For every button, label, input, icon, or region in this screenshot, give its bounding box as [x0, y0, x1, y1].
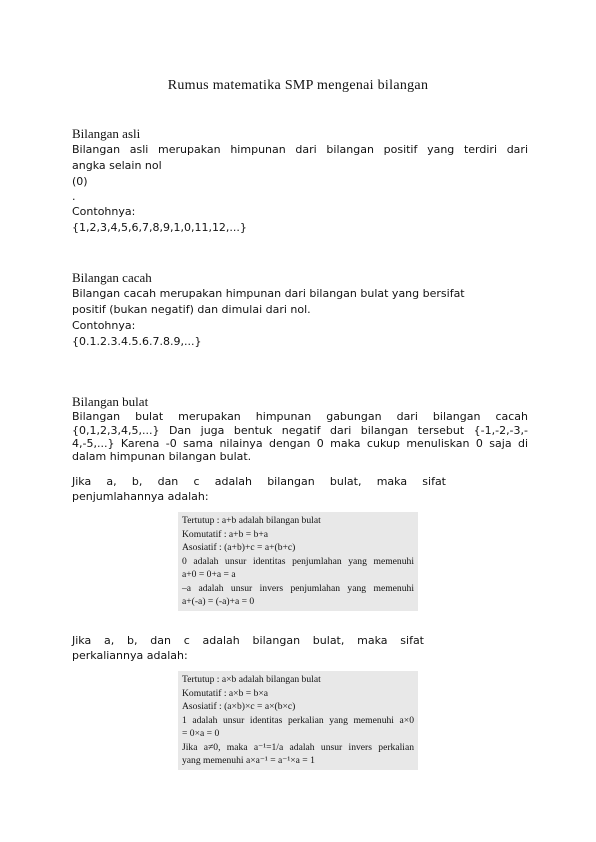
asli-text-line-3: (0): [72, 175, 88, 188]
penjumlahan-row: a+(-a) = (-a)+a = 0: [182, 596, 255, 607]
cacah-text-line-1: Bilangan cacah merupakan himpunan dari bilangan bulat yang bersifat: [72, 287, 465, 300]
penjumlahan-row: –a adalah unsur invers penjumlahan yang memenuhi: [182, 582, 414, 594]
penjumlahan-row: Asosiatif : (a+b)+c = a+(b+c): [182, 542, 296, 553]
asli-text-line-4: .: [72, 190, 76, 203]
penjumlahan-row: a+0 = 0+a = a: [182, 569, 236, 580]
penjumlahan-row: 0 adalah unsur identitas penjumlahan yang memenuhi: [182, 555, 414, 567]
heading-bilangan-cacah: Bilangan cacah: [72, 270, 152, 285]
bulat-text-line-4: dalam himpunan bilangan bulat.: [72, 450, 252, 463]
perkalian-row: Asosiatif : (a×b)×c = a×(b×c): [182, 701, 296, 712]
penjumlahan-intro-line-1: Jika a, b, dan c adalah bilangan bulat, maka sifat: [72, 475, 446, 488]
perkalian-row: Jika a≠0, maka a⁻¹=1/a adalah unsur invers perkalian: [182, 741, 414, 753]
asli-text-line-1: Bilangan asli merupakan himpunan dari bilangan positif yang terdiri dari: [72, 143, 528, 156]
perkalian-row: 1 adalah unsur identitas perkalian yang memenuhi a×0: [182, 714, 414, 726]
penjumlahan-intro-line-2: penjumlahannya adalah:: [72, 490, 209, 503]
asli-text-line-2: angka selain nol: [72, 159, 162, 172]
perkalian-row: yang memenuhi a×a⁻¹ = a⁻¹×a = 1: [182, 755, 315, 766]
perkalian-row: Tertutup : a×b adalah bilangan bulat: [182, 674, 321, 685]
perkalian-row: Komutatif : a×b = b×a: [182, 687, 269, 699]
penjumlahan-row: Komutatif : a+b = b+a: [182, 528, 269, 540]
penjumlahan-properties-box: [178, 512, 418, 611]
cacah-example: {0.1.2.3.4.5.6.7.8.9,...}: [72, 335, 202, 348]
cacah-text-line-2: positif (bukan negatif) dan dimulai dari nol.: [72, 303, 311, 316]
heading-bilangan-bulat: Bilangan bulat: [72, 394, 149, 409]
heading-bilangan-asli: Bilangan asli: [72, 126, 141, 141]
bulat-text-line-3: 4,-5,...} Karena -0 sama nilainya dengan 0 maka cukup menuliskan 0 saja di: [72, 437, 528, 450]
bulat-text-line-2: {0,1,2,3,4,5,...} Dan juga bentuk negatif dari bilangan tersebut {-1,-2,-3,-: [72, 424, 528, 437]
perkalian-properties-box: [178, 671, 418, 770]
asli-example: {1,2,3,4,5,6,7,8,9,1,0,11,12,...}: [72, 221, 247, 234]
page-title: Rumus matematika SMP mengenai bilangan: [167, 78, 429, 93]
perkalian-intro-line-1: Jika a, b, dan c adalah bilangan bulat, maka sifat: [72, 634, 424, 647]
asli-example-label: Contohnya:: [72, 205, 136, 218]
cacah-example-label: Contohnya:: [72, 319, 136, 332]
perkalian-intro-line-2: perkaliannya adalah:: [72, 649, 188, 662]
bulat-text-line-1: Bilangan bulat merupakan himpunan gabungan dari bilangan cacah: [72, 410, 528, 423]
perkalian-row: = 0×a = 0: [182, 728, 220, 739]
penjumlahan-row: Tertutup : a+b adalah bilangan bulat: [182, 515, 321, 526]
